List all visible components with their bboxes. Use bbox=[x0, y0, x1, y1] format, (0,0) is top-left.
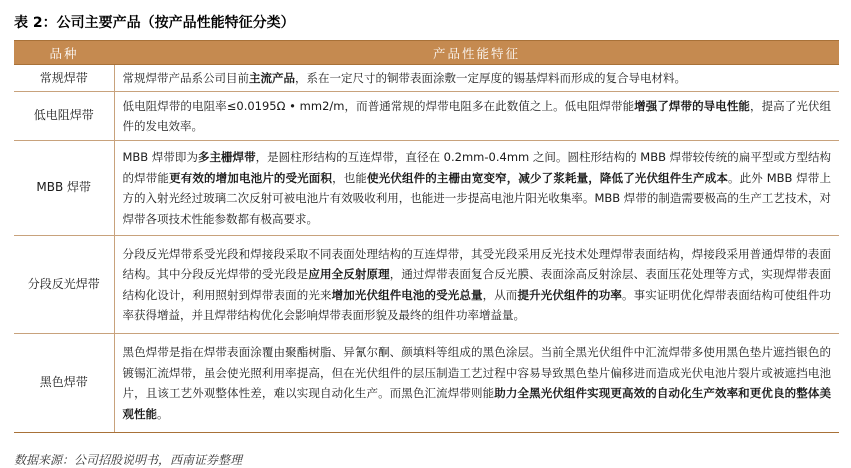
row-desc-segmented-reflective-ribbon: 分段反光焊带系受光段和焊接段采取不同表面处理结构的互连焊带，其受光段采用反光技术处理焊带表面结构，焊接段采用普通焊带的表面结构。其中分段反光焊带的受光段是应用全反射原理，通过焊带表面复合反光膜、表面涂高反射涂层、表面压花处理等方式，实现焊带表面结构化设计，利用照射到焊带表面的光来增加光伏组件电池的受光总量，从而提升光伏组件的功率。事实证明优化焊带表面结构可使组件功率获得增益，并且焊带结构优化会影响焊带表面形貌及最终的组件功率增益量。 bbox=[114, 235, 839, 333]
table-body bbox=[14, 65, 839, 433]
table-row bbox=[14, 235, 839, 333]
table-row bbox=[14, 333, 839, 432]
row-desc-mbb-ribbon: MBB 焊带即为多主栅焊带，是圆柱形结构的互连焊带，直径在 0.2mm-0.4mm 之间。圆柱形结构的 MBB 焊带较传统的扁平型或方型结构的焊带能更有效的增加电池片的受光面积，也能使光伏组件的主栅由宽变窄，减少了浆耗量，降低了光伏组件生产成本。此外 MBB 焊带上方的入射光经过玻璃二次反射可被电池片有效吸收利用，也能进一步提高电池片阳光收集率。MBB 焊带的制造需要极高的生产工艺技术，对焊带各项技术性能参数都有极高要求。 bbox=[114, 140, 839, 235]
product-table bbox=[14, 40, 839, 433]
row-name-mbb-ribbon: MBB 焊带 bbox=[14, 140, 114, 235]
table-title: 表 2：公司主要产品（按产品性能特征分类） bbox=[14, 15, 295, 31]
table-row bbox=[14, 65, 839, 92]
product-table-wrapper bbox=[14, 40, 839, 433]
row-name-segmented-reflective-ribbon: 分段反光焊带 bbox=[14, 235, 114, 333]
row-desc-regular-ribbon: 常规焊带产品系公司目前主流产品，系在一定尺寸的铜带表面涂敷一定厚度的锡基焊料而形成的复合导电材料。 bbox=[114, 65, 839, 92]
header-features: 产品性能特征 bbox=[114, 41, 839, 65]
row-name-regular-ribbon: 常规焊带 bbox=[14, 65, 114, 92]
data-source-note: 数据来源：公司招股说明书，西南证券整理 bbox=[14, 453, 243, 467]
header-row bbox=[14, 41, 839, 65]
row-desc-black-ribbon: 黑色焊带是指在焊带表面涂覆由聚酯树脂、异氰尔酮、颜填料等组成的黑色涂层。当前全黑光伏组件中汇流焊带多使用黑色垫片遮挡银色的镀锡汇流焊带，虽会使光照利用率提高，但在光伏组件的层压制造工艺过程中容易导致黑色垫片偏移进而造成光伏电池片裂片或被遮挡电池片，且该工艺外观整体性差，难以实现自动化生产。而黑色汇流焊带则能助力全黑光伏组件实现更高效的自动化生产效率和更优良的整体美观性能。 bbox=[114, 333, 839, 432]
row-name-black-ribbon: 黑色焊带 bbox=[14, 333, 114, 432]
table-row bbox=[14, 91, 839, 140]
row-name-low-resistance-ribbon: 低电阻焊带 bbox=[14, 91, 114, 140]
table-row bbox=[14, 140, 839, 235]
row-desc-low-resistance-ribbon: 低电阻焊带的电阻率≤0.0195Ω • mm2/m，而普通常规的焊带电阻多在此数值之上。低电阻焊带能增强了焊带的导电性能，提高了光伏组件的发电效率。 bbox=[114, 91, 839, 140]
table-header bbox=[14, 41, 839, 65]
header-variety: 品种 bbox=[14, 41, 114, 65]
